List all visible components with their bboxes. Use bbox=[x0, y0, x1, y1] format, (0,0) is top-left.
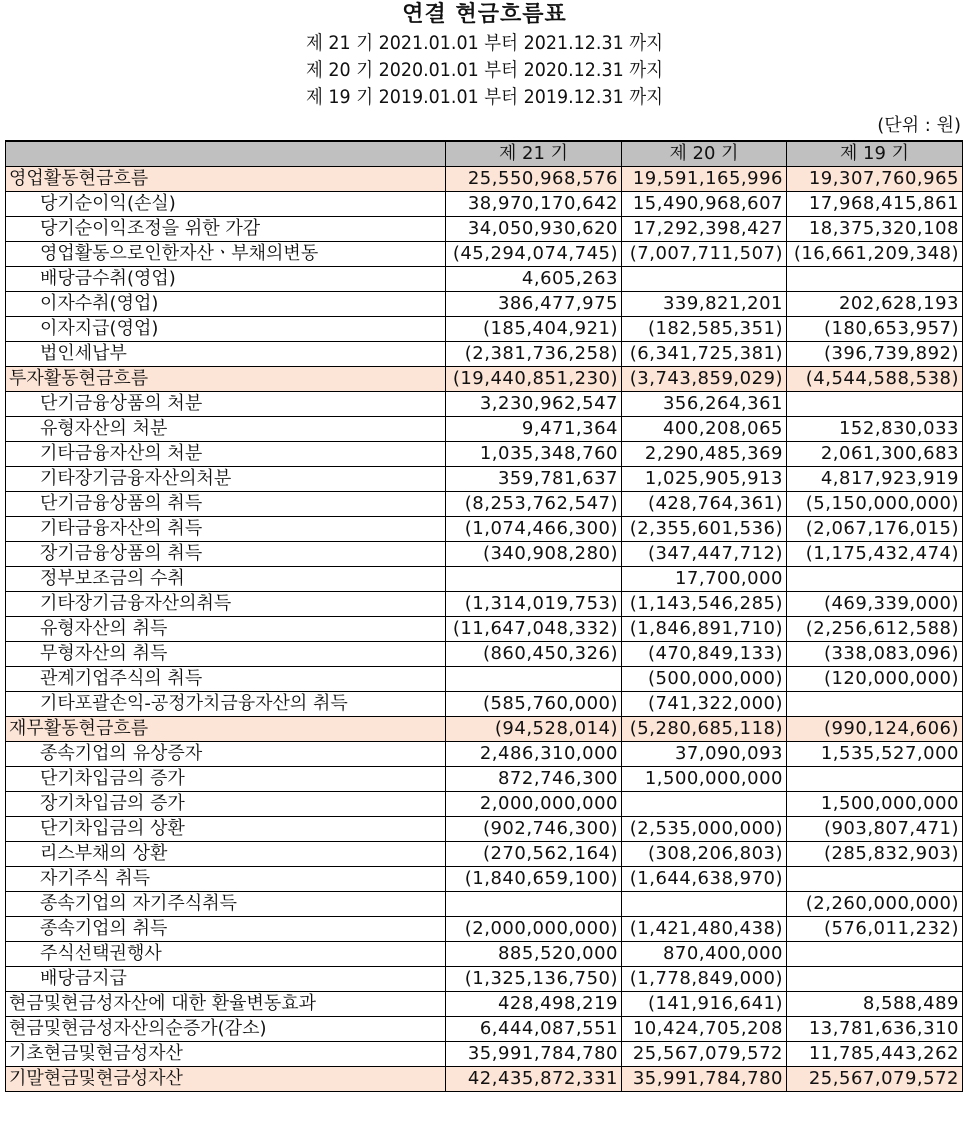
table-row bbox=[6, 242, 963, 267]
period-21: 제 21 기 2021.01.01 부터 2021.12.31 까지 bbox=[305, 32, 664, 54]
value-period-21: (2,381,736,258) bbox=[446, 342, 622, 367]
value-period-19: (990,124,606) bbox=[787, 717, 963, 742]
value-period-20: 37,090,093 bbox=[622, 742, 787, 767]
table-row bbox=[6, 1017, 963, 1042]
row-label: 이자지급(영업) bbox=[6, 317, 446, 342]
value-period-21: 3,230,962,547 bbox=[446, 392, 622, 417]
value-period-19: (396,739,892) bbox=[787, 342, 963, 367]
row-label: 현금및현금성자산에 대한 환율변동효과 bbox=[6, 992, 446, 1017]
value-period-20 bbox=[622, 267, 787, 292]
row-label: 무형자산의 취득 bbox=[6, 642, 446, 667]
table-row bbox=[6, 467, 963, 492]
value-period-21: (270,562,164) bbox=[446, 842, 622, 867]
row-label: 정부보조금의 수취 bbox=[6, 567, 446, 592]
row-label: 현금및현금성자산의순증가(감소) bbox=[6, 1017, 446, 1042]
row-label: 배당금수취(영업) bbox=[6, 267, 446, 292]
value-period-20: 25,567,079,572 bbox=[622, 1042, 787, 1067]
row-label: 장기금융상품의 취득 bbox=[6, 542, 446, 567]
row-label: 기말현금및현금성자산 bbox=[6, 1067, 446, 1092]
row-label: 리스부채의 상환 bbox=[6, 842, 446, 867]
value-period-20: 870,400,000 bbox=[622, 942, 787, 967]
row-label: 단기금융상품의 취득 bbox=[6, 492, 446, 517]
table-row bbox=[6, 592, 963, 617]
value-period-21: 35,991,784,780 bbox=[446, 1042, 622, 1067]
value-period-20 bbox=[622, 792, 787, 817]
value-period-21: 34,050,930,620 bbox=[446, 217, 622, 242]
value-period-20: 10,424,705,208 bbox=[622, 1017, 787, 1042]
value-period-19: 8,588,489 bbox=[787, 992, 963, 1017]
value-period-20: (3,743,859,029) bbox=[622, 367, 787, 392]
table-row bbox=[6, 417, 963, 442]
row-label: 당기순이익조정을 위한 가감 bbox=[6, 217, 446, 242]
row-label: 관계기업주식의 취득 bbox=[6, 667, 446, 692]
value-period-20: (1,644,638,970) bbox=[622, 867, 787, 892]
table-row bbox=[6, 617, 963, 642]
value-period-20: (2,535,000,000) bbox=[622, 817, 787, 842]
value-period-21: (8,253,762,547) bbox=[446, 492, 622, 517]
value-period-20: (1,143,546,285) bbox=[622, 592, 787, 617]
header-period-19: 제 19 기 bbox=[787, 141, 963, 167]
row-label: 기초현금및현금성자산 bbox=[6, 1042, 446, 1067]
value-period-21: 38,970,170,642 bbox=[446, 192, 622, 217]
value-period-20: (141,916,641) bbox=[622, 992, 787, 1017]
value-period-21: (585,760,000) bbox=[446, 692, 622, 717]
value-period-21 bbox=[446, 892, 622, 917]
section-row bbox=[6, 167, 963, 192]
value-period-21: (19,440,851,230) bbox=[446, 367, 622, 392]
value-period-20: 1,500,000,000 bbox=[622, 767, 787, 792]
row-label: 기타포괄손익-공정가치금융자산의 취득 bbox=[6, 692, 446, 717]
value-period-20: (1,846,891,710) bbox=[622, 617, 787, 642]
value-period-20: (428,764,361) bbox=[622, 492, 787, 517]
value-period-19: 152,830,033 bbox=[787, 417, 963, 442]
row-label: 기타장기금융자산의처분 bbox=[6, 467, 446, 492]
table-row bbox=[6, 642, 963, 667]
value-period-21: 1,035,348,760 bbox=[446, 442, 622, 467]
value-period-19: (16,661,209,348) bbox=[787, 242, 963, 267]
row-label: 단기차입금의 증가 bbox=[6, 767, 446, 792]
row-label: 유형자산의 처분 bbox=[6, 417, 446, 442]
value-period-20: 19,591,165,996 bbox=[622, 167, 787, 192]
table-row bbox=[6, 292, 963, 317]
value-period-19: 202,628,193 bbox=[787, 292, 963, 317]
value-period-19: 4,817,923,919 bbox=[787, 467, 963, 492]
value-period-21: 25,550,968,576 bbox=[446, 167, 622, 192]
table-row bbox=[6, 1042, 963, 1067]
row-label: 영업활동으로인한자산ㆍ부채의변동 bbox=[6, 242, 446, 267]
value-period-19: 19,307,760,965 bbox=[787, 167, 963, 192]
table-row bbox=[6, 317, 963, 342]
table-row bbox=[6, 767, 963, 792]
value-period-19: (180,653,957) bbox=[787, 317, 963, 342]
header-account bbox=[6, 141, 446, 167]
value-period-20: (347,447,712) bbox=[622, 542, 787, 567]
table-row bbox=[6, 817, 963, 842]
row-label: 영업활동현금흐름 bbox=[6, 167, 446, 192]
value-period-21: (94,528,014) bbox=[446, 717, 622, 742]
table-row bbox=[6, 917, 963, 942]
value-period-21: 6,444,087,551 bbox=[446, 1017, 622, 1042]
value-period-19 bbox=[787, 692, 963, 717]
value-period-19: 18,375,320,108 bbox=[787, 217, 963, 242]
row-label: 법인세납부 bbox=[6, 342, 446, 367]
value-period-21: (1,325,136,750) bbox=[446, 967, 622, 992]
row-label: 이자수취(영업) bbox=[6, 292, 446, 317]
value-period-19: (120,000,000) bbox=[787, 667, 963, 692]
table-row bbox=[6, 517, 963, 542]
value-period-21: (1,840,659,100) bbox=[446, 867, 622, 892]
value-period-20 bbox=[622, 892, 787, 917]
table-row bbox=[6, 867, 963, 892]
value-period-19 bbox=[787, 942, 963, 967]
value-period-20: (1,421,480,438) bbox=[622, 917, 787, 942]
value-period-20: (470,849,133) bbox=[622, 642, 787, 667]
unit-label: (단위 : 원) bbox=[877, 115, 961, 136]
value-period-19: 1,535,527,000 bbox=[787, 742, 963, 767]
value-period-21: (185,404,921) bbox=[446, 317, 622, 342]
value-period-19: (2,256,612,588) bbox=[787, 617, 963, 642]
value-period-20: (182,585,351) bbox=[622, 317, 787, 342]
value-period-20: (7,007,711,507) bbox=[622, 242, 787, 267]
value-period-19: (4,544,588,538) bbox=[787, 367, 963, 392]
value-period-21: 9,471,364 bbox=[446, 417, 622, 442]
row-label: 종속기업의 취득 bbox=[6, 917, 446, 942]
value-period-21: 885,520,000 bbox=[446, 942, 622, 967]
row-label: 당기순이익(손실) bbox=[6, 192, 446, 217]
value-period-21: (860,450,326) bbox=[446, 642, 622, 667]
value-period-21: (1,074,466,300) bbox=[446, 517, 622, 542]
period-19: 제 19 기 2019.01.01 부터 2019.12.31 까지 bbox=[305, 86, 664, 108]
value-period-19: 11,785,443,262 bbox=[787, 1042, 963, 1067]
value-period-21: 2,486,310,000 bbox=[446, 742, 622, 767]
value-period-19: 25,567,079,572 bbox=[787, 1067, 963, 1092]
value-period-20: 35,991,784,780 bbox=[622, 1067, 787, 1092]
row-label: 단기차입금의 상환 bbox=[6, 817, 446, 842]
table-row bbox=[6, 892, 963, 917]
value-period-20: (308,206,803) bbox=[622, 842, 787, 867]
value-period-21: 4,605,263 bbox=[446, 267, 622, 292]
table-row bbox=[6, 742, 963, 767]
value-period-20: (2,355,601,536) bbox=[622, 517, 787, 542]
value-period-21: (1,314,019,753) bbox=[446, 592, 622, 617]
row-label: 자기주식 취득 bbox=[6, 867, 446, 892]
table-row bbox=[6, 542, 963, 567]
cash-flow-table bbox=[5, 140, 963, 1092]
value-period-20: 15,490,968,607 bbox=[622, 192, 787, 217]
value-period-19 bbox=[787, 567, 963, 592]
value-period-21: 359,781,637 bbox=[446, 467, 622, 492]
value-period-19: (2,067,176,015) bbox=[787, 517, 963, 542]
value-period-20: 339,821,201 bbox=[622, 292, 787, 317]
table-row bbox=[6, 667, 963, 692]
value-period-19: 17,968,415,861 bbox=[787, 192, 963, 217]
table-row bbox=[6, 492, 963, 517]
value-period-19: (5,150,000,000) bbox=[787, 492, 963, 517]
value-period-20: 1,025,905,913 bbox=[622, 467, 787, 492]
row-label: 종속기업의 자기주식취득 bbox=[6, 892, 446, 917]
value-period-19 bbox=[787, 767, 963, 792]
table-row bbox=[6, 217, 963, 242]
value-period-21: 428,498,219 bbox=[446, 992, 622, 1017]
value-period-19: (338,083,096) bbox=[787, 642, 963, 667]
value-period-19: 1,500,000,000 bbox=[787, 792, 963, 817]
table-header-row bbox=[6, 141, 963, 167]
value-period-20: (6,341,725,381) bbox=[622, 342, 787, 367]
value-period-19 bbox=[787, 967, 963, 992]
value-period-21: 2,000,000,000 bbox=[446, 792, 622, 817]
table-row bbox=[6, 842, 963, 867]
value-period-20: 356,264,361 bbox=[622, 392, 787, 417]
value-period-20: 17,700,000 bbox=[622, 567, 787, 592]
value-period-20: (741,322,000) bbox=[622, 692, 787, 717]
header-period-20: 제 20 기 bbox=[622, 141, 787, 167]
value-period-19: (1,175,432,474) bbox=[787, 542, 963, 567]
value-period-19: 2,061,300,683 bbox=[787, 442, 963, 467]
value-period-21: 42,435,872,331 bbox=[446, 1067, 622, 1092]
value-period-20: 400,208,065 bbox=[622, 417, 787, 442]
row-label: 배당금지급 bbox=[6, 967, 446, 992]
row-label: 장기차입금의 증가 bbox=[6, 792, 446, 817]
value-period-20: (500,000,000) bbox=[622, 667, 787, 692]
value-period-21: 386,477,975 bbox=[446, 292, 622, 317]
table-row bbox=[6, 692, 963, 717]
value-period-19 bbox=[787, 392, 963, 417]
row-label: 종속기업의 유상증자 bbox=[6, 742, 446, 767]
row-label: 단기금융상품의 처분 bbox=[6, 392, 446, 417]
value-period-19: (576,011,232) bbox=[787, 917, 963, 942]
value-period-19 bbox=[787, 267, 963, 292]
value-period-20: (5,280,685,118) bbox=[622, 717, 787, 742]
table-row bbox=[6, 567, 963, 592]
section-row bbox=[6, 717, 963, 742]
total-row bbox=[6, 1067, 963, 1092]
row-label: 기타장기금융자산의취득 bbox=[6, 592, 446, 617]
value-period-21: 872,746,300 bbox=[446, 767, 622, 792]
statement-title: 연결 현금흐름표 bbox=[402, 2, 567, 27]
period-20: 제 20 기 2020.01.01 부터 2020.12.31 까지 bbox=[305, 59, 664, 81]
row-label: 기타금융자산의 취득 bbox=[6, 517, 446, 542]
value-period-21: (11,647,048,332) bbox=[446, 617, 622, 642]
row-label: 유형자산의 취득 bbox=[6, 617, 446, 642]
value-period-21: (902,746,300) bbox=[446, 817, 622, 842]
section-row bbox=[6, 367, 963, 392]
table-row bbox=[6, 442, 963, 467]
value-period-19: (469,339,000) bbox=[787, 592, 963, 617]
row-label: 투자활동현금흐름 bbox=[6, 367, 446, 392]
table-row bbox=[6, 192, 963, 217]
value-period-21 bbox=[446, 567, 622, 592]
value-period-21: (340,908,280) bbox=[446, 542, 622, 567]
table-row bbox=[6, 267, 963, 292]
table-row bbox=[6, 392, 963, 417]
header-period-21: 제 21 기 bbox=[446, 141, 622, 167]
value-period-19: (903,807,471) bbox=[787, 817, 963, 842]
value-period-21: (45,294,074,745) bbox=[446, 242, 622, 267]
table-row bbox=[6, 992, 963, 1017]
row-label: 주식선택권행사 bbox=[6, 942, 446, 967]
value-period-21: (2,000,000,000) bbox=[446, 917, 622, 942]
value-period-21 bbox=[446, 667, 622, 692]
table-row bbox=[6, 942, 963, 967]
table-row bbox=[6, 792, 963, 817]
row-label: 기타금융자산의 처분 bbox=[6, 442, 446, 467]
table-row bbox=[6, 967, 963, 992]
value-period-19: 13,781,636,310 bbox=[787, 1017, 963, 1042]
row-label: 재무활동현금흐름 bbox=[6, 717, 446, 742]
value-period-20: 17,292,398,427 bbox=[622, 217, 787, 242]
value-period-20: 2,290,485,369 bbox=[622, 442, 787, 467]
value-period-19: (285,832,903) bbox=[787, 842, 963, 867]
value-period-19 bbox=[787, 867, 963, 892]
table-row bbox=[6, 342, 963, 367]
value-period-19: (2,260,000,000) bbox=[787, 892, 963, 917]
value-period-20: (1,778,849,000) bbox=[622, 967, 787, 992]
